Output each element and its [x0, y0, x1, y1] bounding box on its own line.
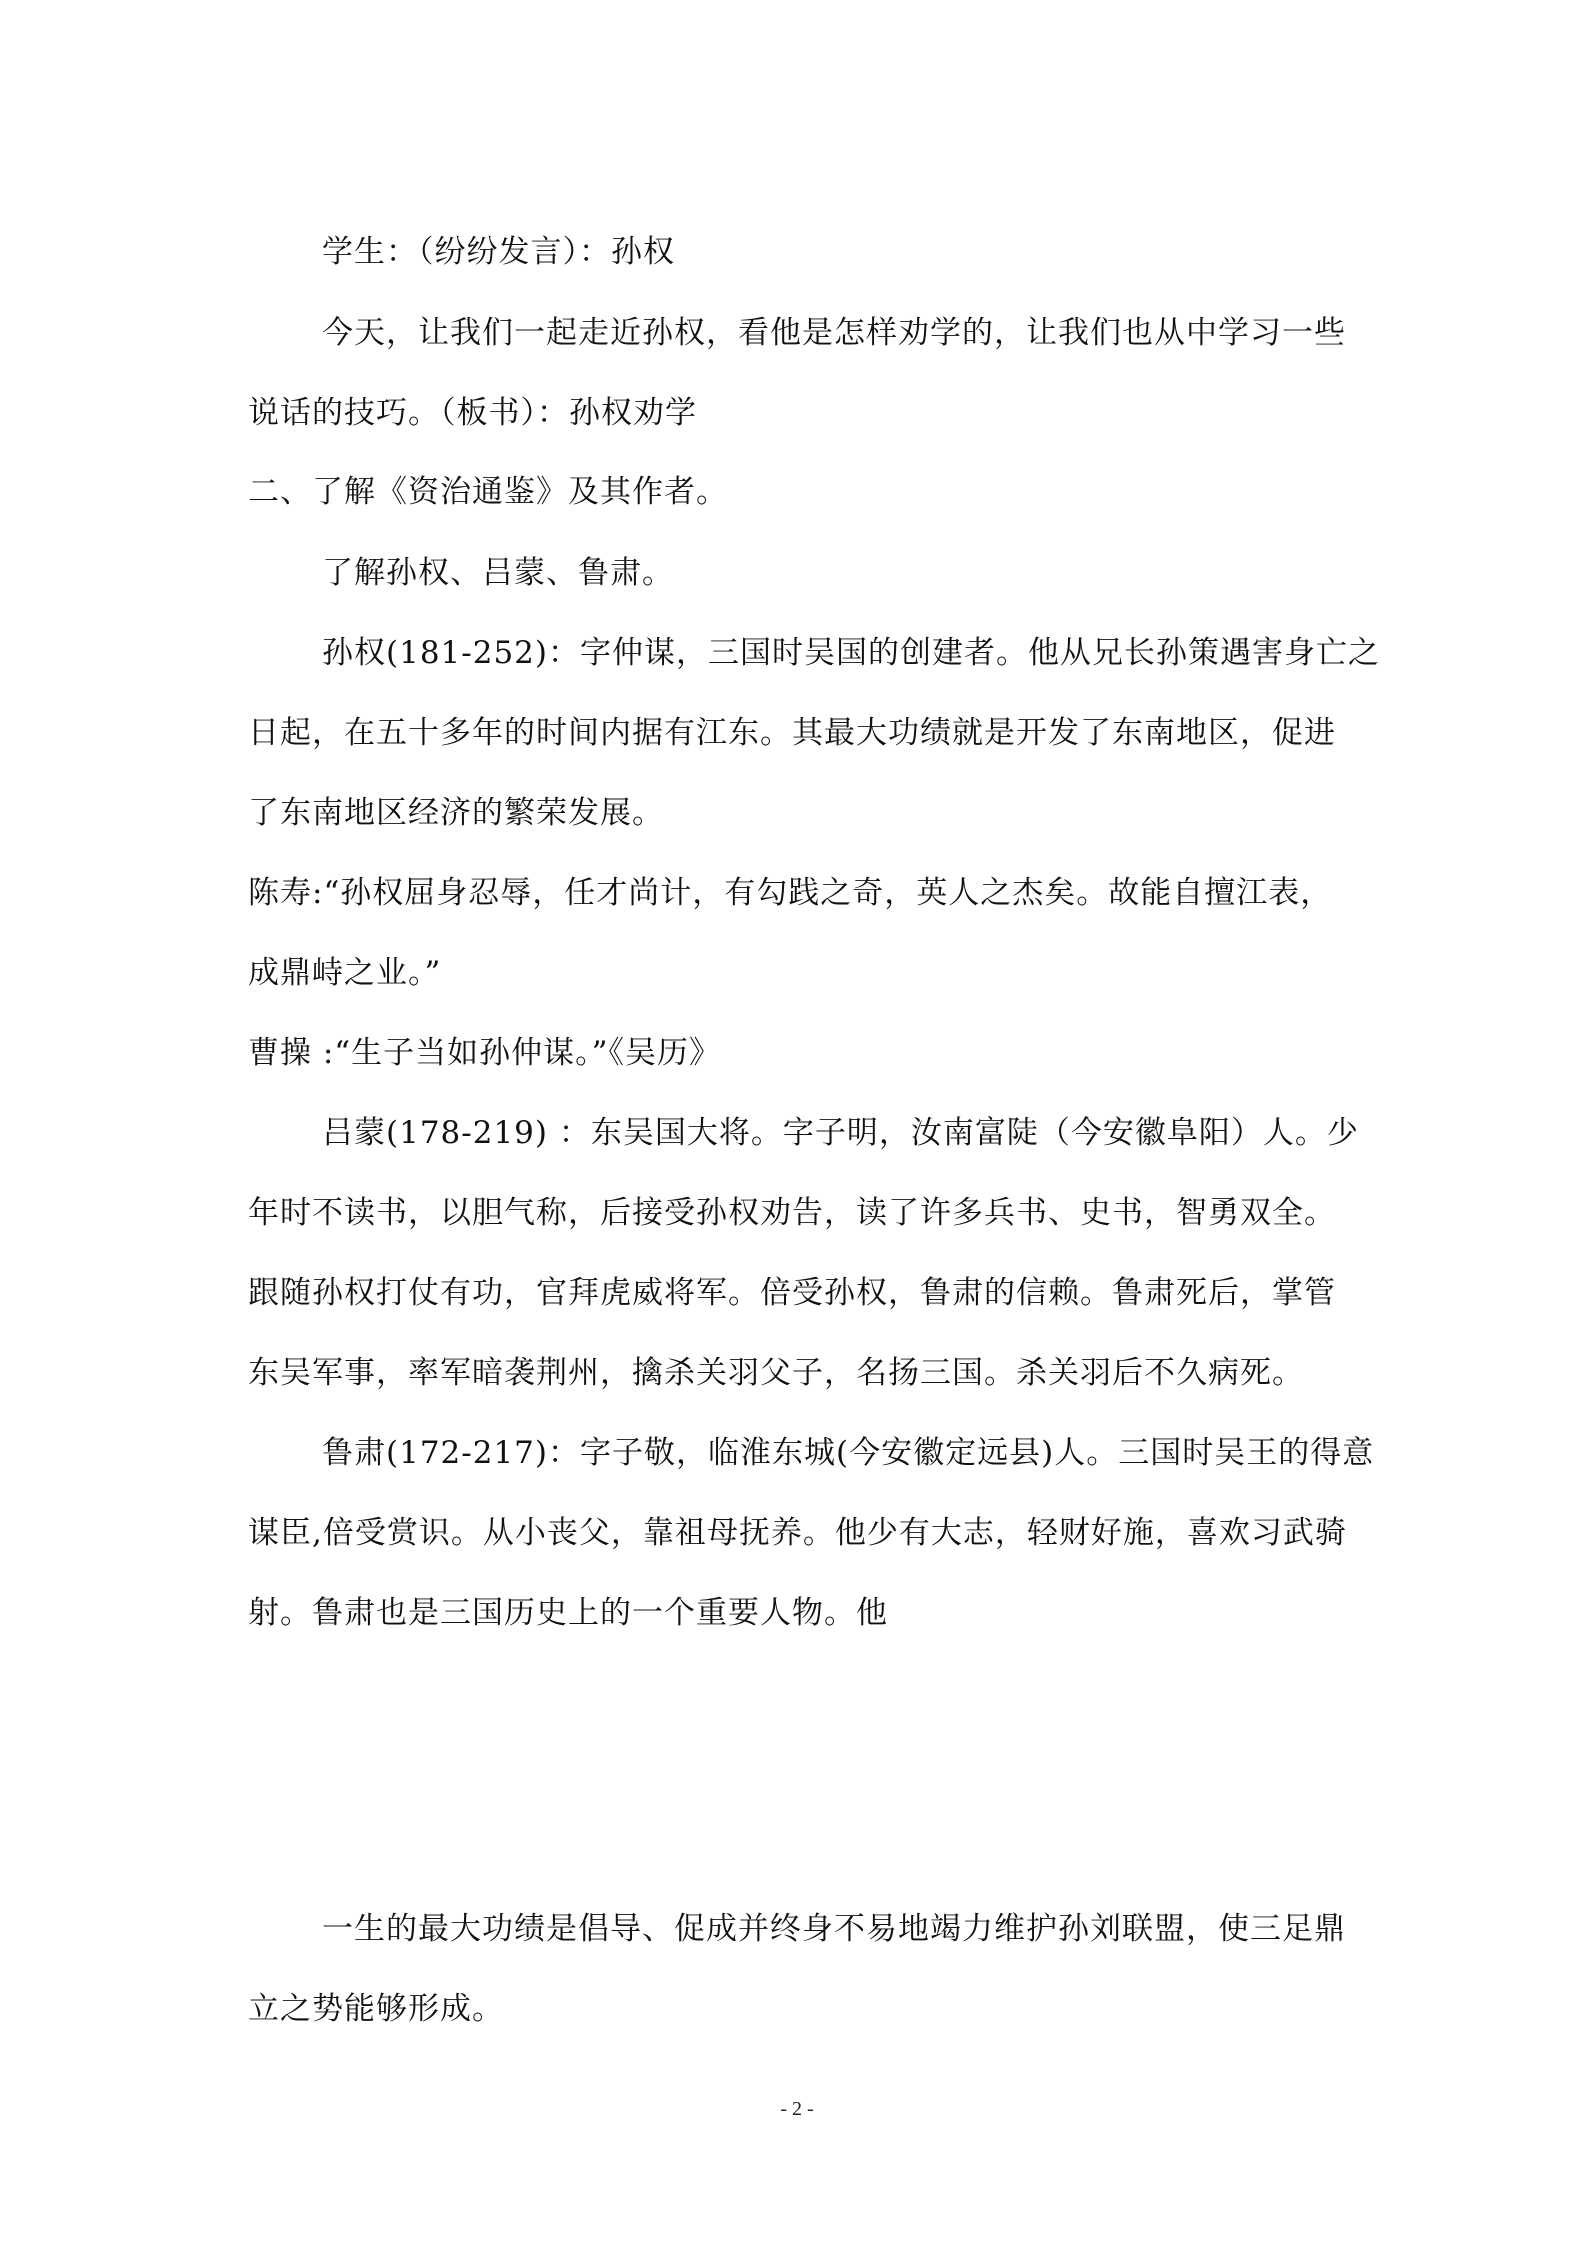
- text-line: 了东南地区经济的繁荣发展。: [248, 795, 664, 831]
- page-number: - 2 -: [780, 2098, 814, 2120]
- text-line: 吕蒙(178-219) ：东吴国大将。字子明，汝南富陡（今安徽阜阳）人。少: [322, 1115, 1359, 1151]
- text-line: 日起，在五十多年的时间内据有江东。其最大功绩就是开发了东南地区，促进: [248, 715, 1336, 751]
- text-line: 了解孙权、吕蒙、鲁肃。: [322, 555, 674, 591]
- text-line: 今天，让我们一起走近孙权，看他是怎样劝学的，让我们也从中学习一些: [322, 315, 1346, 351]
- text-line: 一生的最大功绩是倡导、促成并终身不易地竭力维护孙刘联盟，使三足鼎: [322, 1911, 1346, 1947]
- text-line: 孙权(181-252)：字仲谋，三国时吴国的创建者。他从兄长孙策遇害身亡之: [322, 635, 1380, 671]
- quote-line: 曹操 :“生子当如孙仲谋。”《吴历》: [248, 1035, 721, 1071]
- text-line: 学生：（纷纷发言）：孙权: [322, 234, 675, 270]
- text-line: 射。鲁肃也是三国历史上的一个重要人物。他: [248, 1595, 888, 1631]
- text-line: 立之势能够形成。: [248, 1991, 504, 2027]
- quote-line: 成鼎峙之业。”: [248, 955, 442, 991]
- text-line: 鲁肃(172-217)：字子敬，临淮东城(今安徽定远县)人。三国时吴王的得意: [322, 1435, 1375, 1471]
- section-heading: 二、了解《资治通鉴》及其作者。: [248, 474, 728, 510]
- text-line: 跟随孙权打仗有功，官拜虎威将军。倍受孙权，鲁肃的信赖。鲁肃死后，掌管: [248, 1275, 1336, 1311]
- text-line: 年时不读书，以胆气称，后接受孙权劝告，读了许多兵书、史书，智勇双全。: [248, 1195, 1336, 1231]
- quote-line: 陈寿:“孙权屈身忍辱，任才尚计，有勾践之奇，英人之杰矣。故能自擅江表，: [248, 875, 1333, 911]
- text-line: 说话的技巧。（板书）：孙权劝学: [248, 395, 697, 431]
- text-line: 谋臣,倍受赏识。从小丧父，靠祖母抚养。他少有大志，轻财好施，喜欢习武骑: [248, 1515, 1347, 1551]
- text-line: 东吴军事，率军暗袭荆州，擒杀关羽父子，名扬三国。杀关羽后不久病死。: [248, 1355, 1304, 1391]
